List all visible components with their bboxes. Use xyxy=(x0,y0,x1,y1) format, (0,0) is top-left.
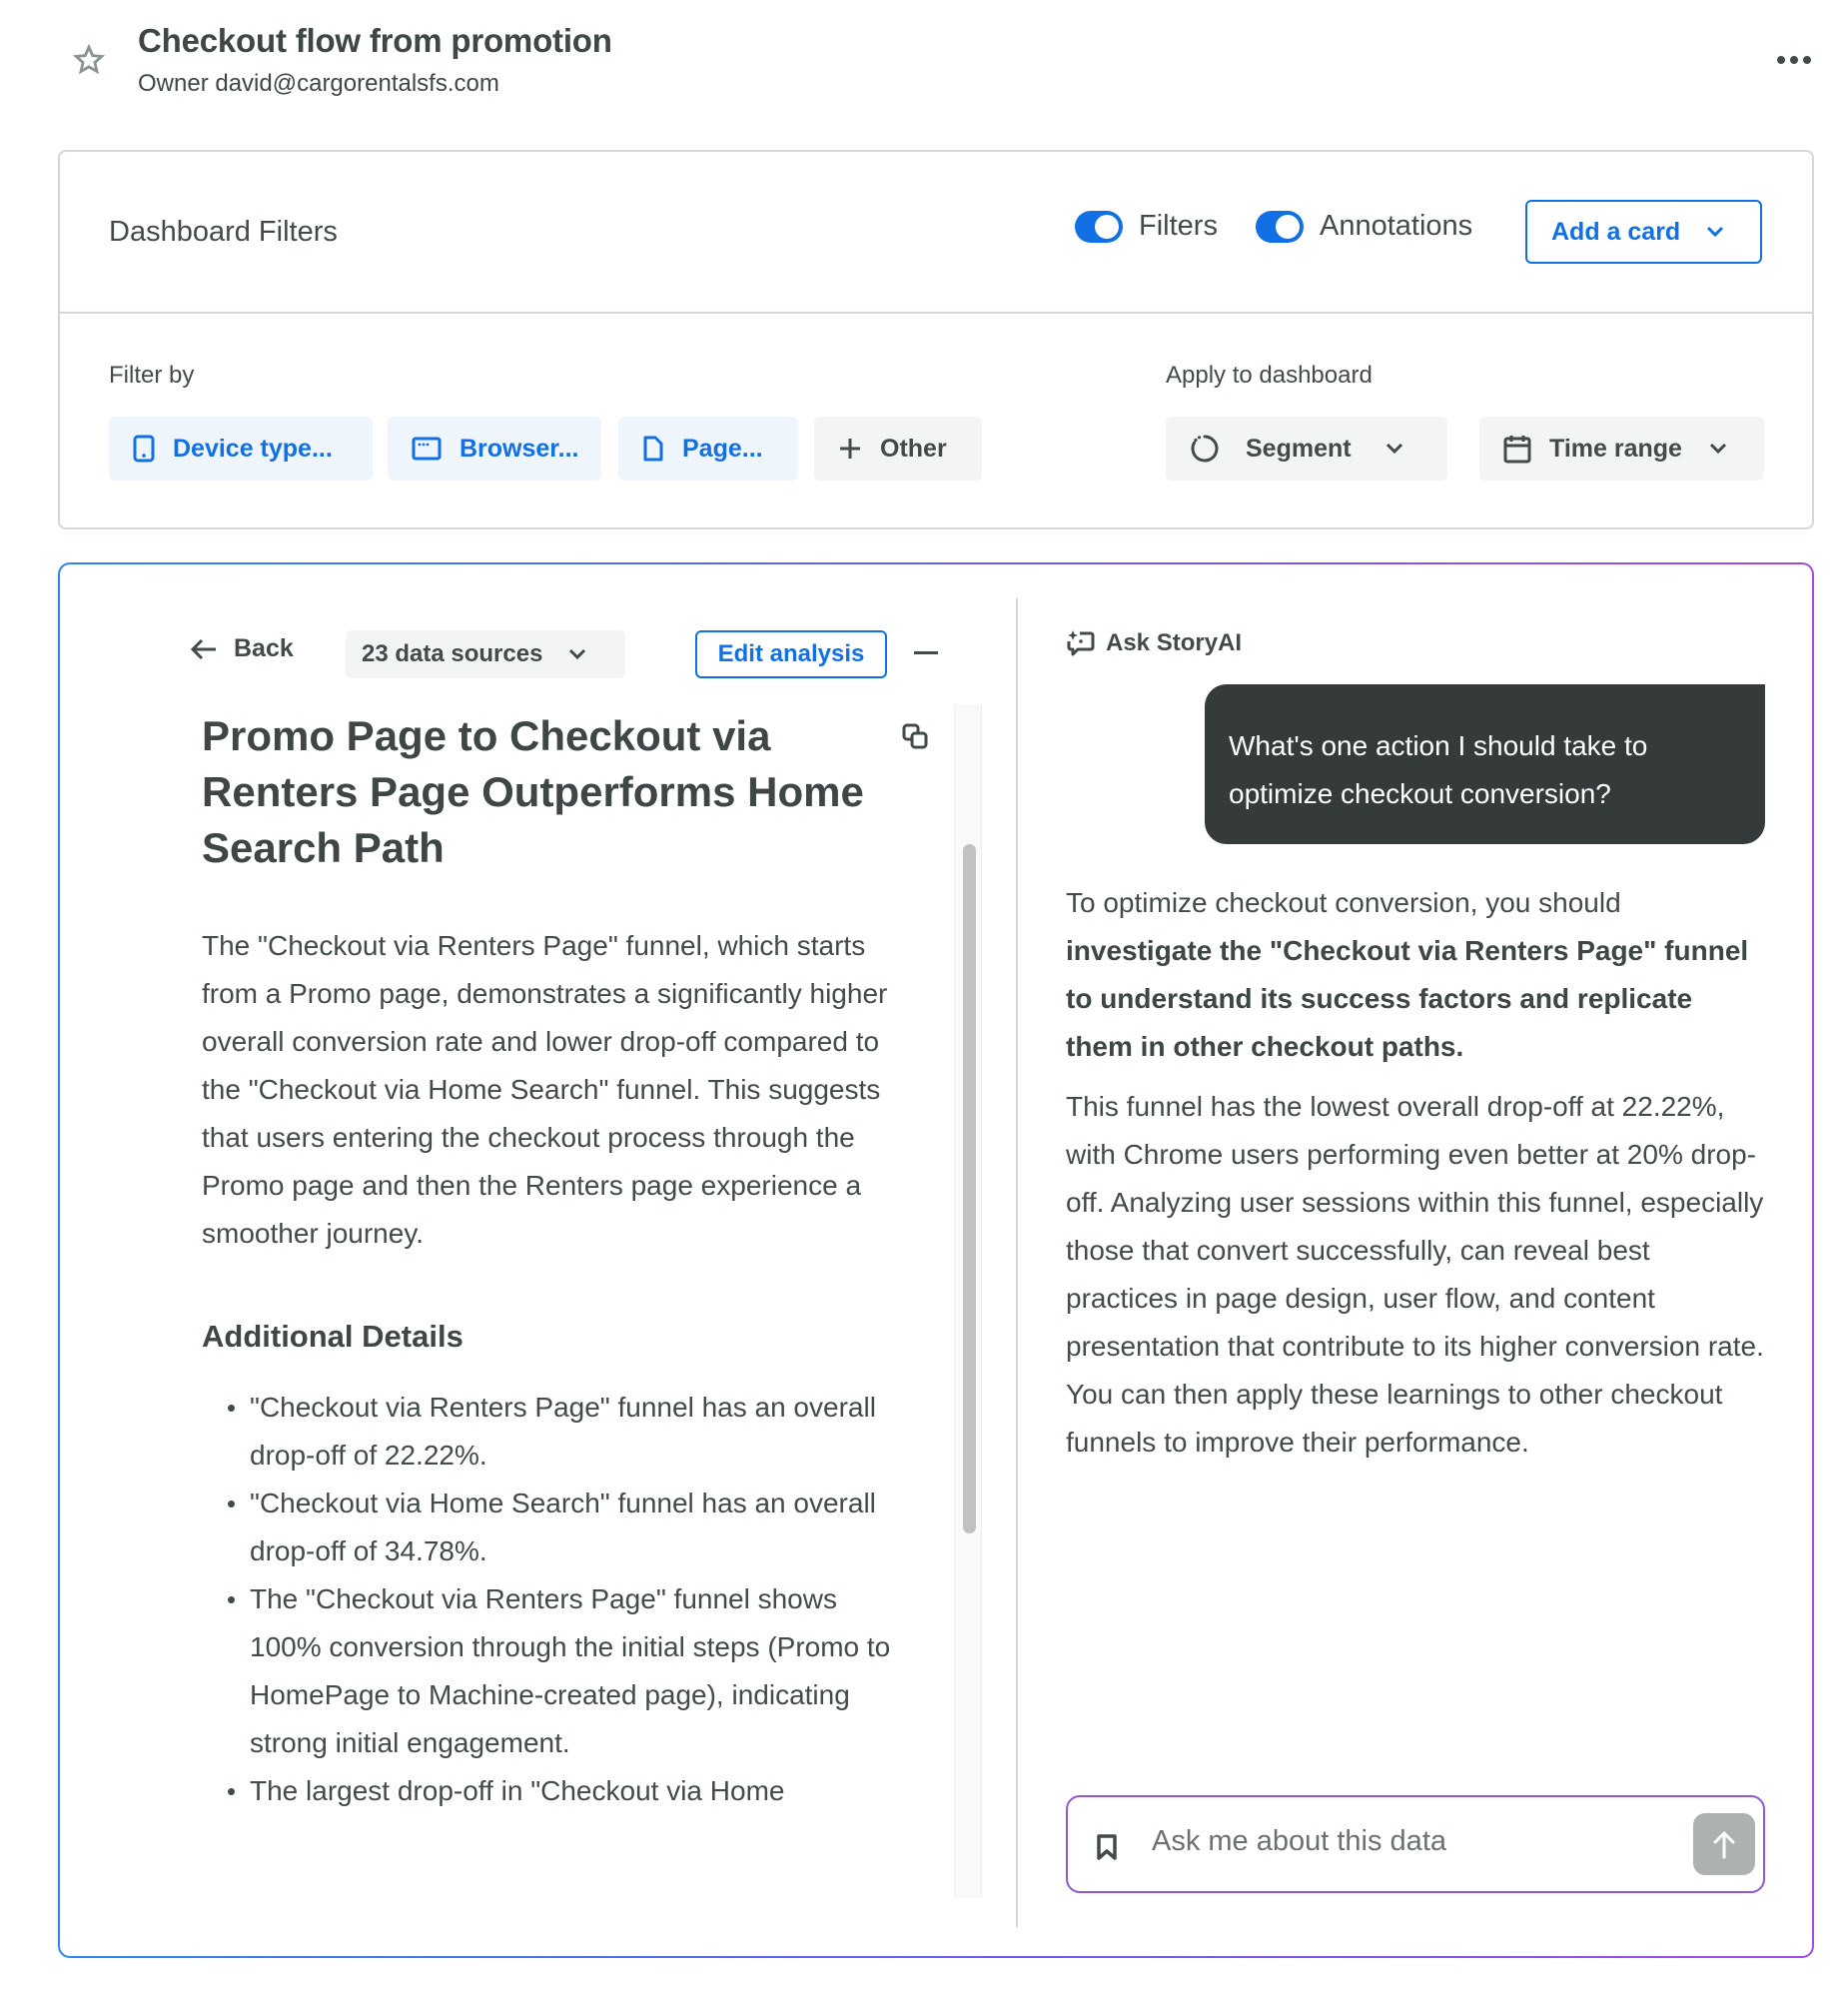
browser-icon xyxy=(412,437,442,461)
apply-to-dashboard-label: Apply to dashboard xyxy=(1166,362,1373,389)
ai-chat-icon xyxy=(1066,628,1096,658)
scrollbar-thumb[interactable] xyxy=(963,844,976,1533)
filter-chip-page[interactable] xyxy=(618,417,798,481)
time-range-dropdown[interactable] xyxy=(1479,417,1764,481)
send-button[interactable] xyxy=(1693,1813,1755,1875)
time-range-label: Time range xyxy=(1549,434,1682,463)
insight-body: The "Checkout via Renters Page" funnel, which starts from a Promo page, demonstrates a significantly higher overall conversion rate and lower drop-off compared to the "Checkout via Home Search" funnel. This suggests that users entering the checkout process through the Promo page and then the Renters page experience a smoother journey. xyxy=(202,930,888,1249)
filter-by-label: Filter by xyxy=(109,362,195,389)
ask-storyai-header xyxy=(1066,628,1242,658)
chevron-down-icon xyxy=(568,648,586,660)
list-item: "Checkout via Renters Page" funnel has an overall drop-off of 22.22%. xyxy=(250,1384,909,1480)
toggle-switch-icon[interactable] xyxy=(1256,211,1304,243)
ask-input-placeholder: Ask me about this data xyxy=(1152,1825,1446,1857)
ask-input-field[interactable] xyxy=(1066,1795,1765,1893)
ai-answer xyxy=(1066,879,1765,1467)
filter-chip-browser[interactable] xyxy=(388,417,601,481)
chip-label: Other xyxy=(880,434,947,463)
insight-title-text: Promo Page to Checkout via Renters Page Outperforms Home Search Path xyxy=(202,712,864,871)
bookmark-icon[interactable] xyxy=(1096,1833,1118,1861)
page-icon xyxy=(642,435,664,463)
page-title: Checkout flow from promotion xyxy=(138,22,612,59)
chip-label: Device type... xyxy=(173,434,333,463)
device-icon xyxy=(133,435,155,463)
list-item: The "Checkout via Renters Page" funnel shows 100% conversion through the initial steps (Promo to HomePage to Machine-created page), indicating strong initial engagement. xyxy=(250,1575,909,1767)
details-list xyxy=(250,1384,909,1815)
arrow-left-icon xyxy=(190,637,218,661)
segment-dropdown[interactable] xyxy=(1166,417,1447,481)
filters-toggle[interactable] xyxy=(1075,210,1218,243)
segment-icon xyxy=(1190,434,1220,464)
edit-analysis-button[interactable]: Edit analysis xyxy=(695,630,887,678)
annotations-toggle[interactable] xyxy=(1256,210,1472,243)
answer-intro: To optimize checkout conversion, you should xyxy=(1066,887,1621,918)
star-icon[interactable] xyxy=(72,43,106,77)
details-heading: Additional Details xyxy=(202,1319,463,1354)
scrollbar[interactable] xyxy=(954,704,982,1898)
answer-summary xyxy=(1066,879,1765,1071)
toggle-switch-icon[interactable] xyxy=(1075,211,1123,243)
segment-label: Segment xyxy=(1246,434,1352,463)
chevron-down-icon xyxy=(1709,443,1727,455)
add-card-label: Add a card xyxy=(1551,217,1681,246)
answer-highlight: investigate the "Checkout via Renters Page" funnel to understand its success factors and replicate them in other checkout paths. xyxy=(1066,935,1749,1062)
filters-card-header xyxy=(60,152,1812,314)
calendar-icon xyxy=(1503,434,1531,464)
copy-icon[interactable] xyxy=(901,722,929,750)
dashboard-filters-card xyxy=(58,150,1814,529)
analysis-card xyxy=(58,562,1814,1958)
ask-storyai-label: Ask StoryAI xyxy=(1106,629,1243,656)
chip-label: Browser... xyxy=(460,434,579,463)
insight-title xyxy=(202,708,901,876)
list-item: The largest drop-off in "Checkout via Home xyxy=(250,1767,909,1815)
chevron-down-icon xyxy=(1386,443,1403,455)
toggle-label: Annotations xyxy=(1320,210,1473,242)
filters-card-title: Dashboard Filters xyxy=(109,216,338,248)
back-button[interactable] xyxy=(190,634,294,663)
minimize-icon[interactable] xyxy=(914,651,938,654)
plus-icon xyxy=(838,437,862,461)
back-label: Back xyxy=(234,634,294,662)
filter-chip-other[interactable] xyxy=(814,417,982,481)
arrow-up-icon xyxy=(1712,1829,1736,1859)
chevron-down-icon xyxy=(1706,226,1724,238)
filter-chip-device-type[interactable] xyxy=(109,417,373,481)
analysis-content[interactable] xyxy=(150,704,939,1898)
panel-divider xyxy=(1016,598,1018,1927)
owner-label: Owner david@cargorentalsfs.com xyxy=(138,70,499,97)
add-card-button[interactable] xyxy=(1525,200,1762,264)
chip-label: Page... xyxy=(682,434,763,463)
answer-detail: This funnel has the lowest overall drop-off at 22.22%, with Chrome users performing even better at 20% drop-off. Analyzing user sessions within this funnel, especially those that convert successfully, can reveal best practices in page design, user flow, and content presentation that contribute to its higher conversion rate. You can then apply these learnings to other checkout funnels to improve their performance. xyxy=(1066,1091,1764,1458)
toggle-label: Filters xyxy=(1139,210,1218,242)
data-sources-dropdown[interactable] xyxy=(346,630,625,678)
data-sources-label: 23 data sources xyxy=(362,640,543,667)
list-item: "Checkout via Home Search" funnel has an overall drop-off of 34.78%. xyxy=(250,1480,909,1575)
more-options-icon[interactable] xyxy=(1777,56,1811,64)
user-question-bubble: What's one action I should take to optimize checkout conversion? xyxy=(1205,684,1765,844)
